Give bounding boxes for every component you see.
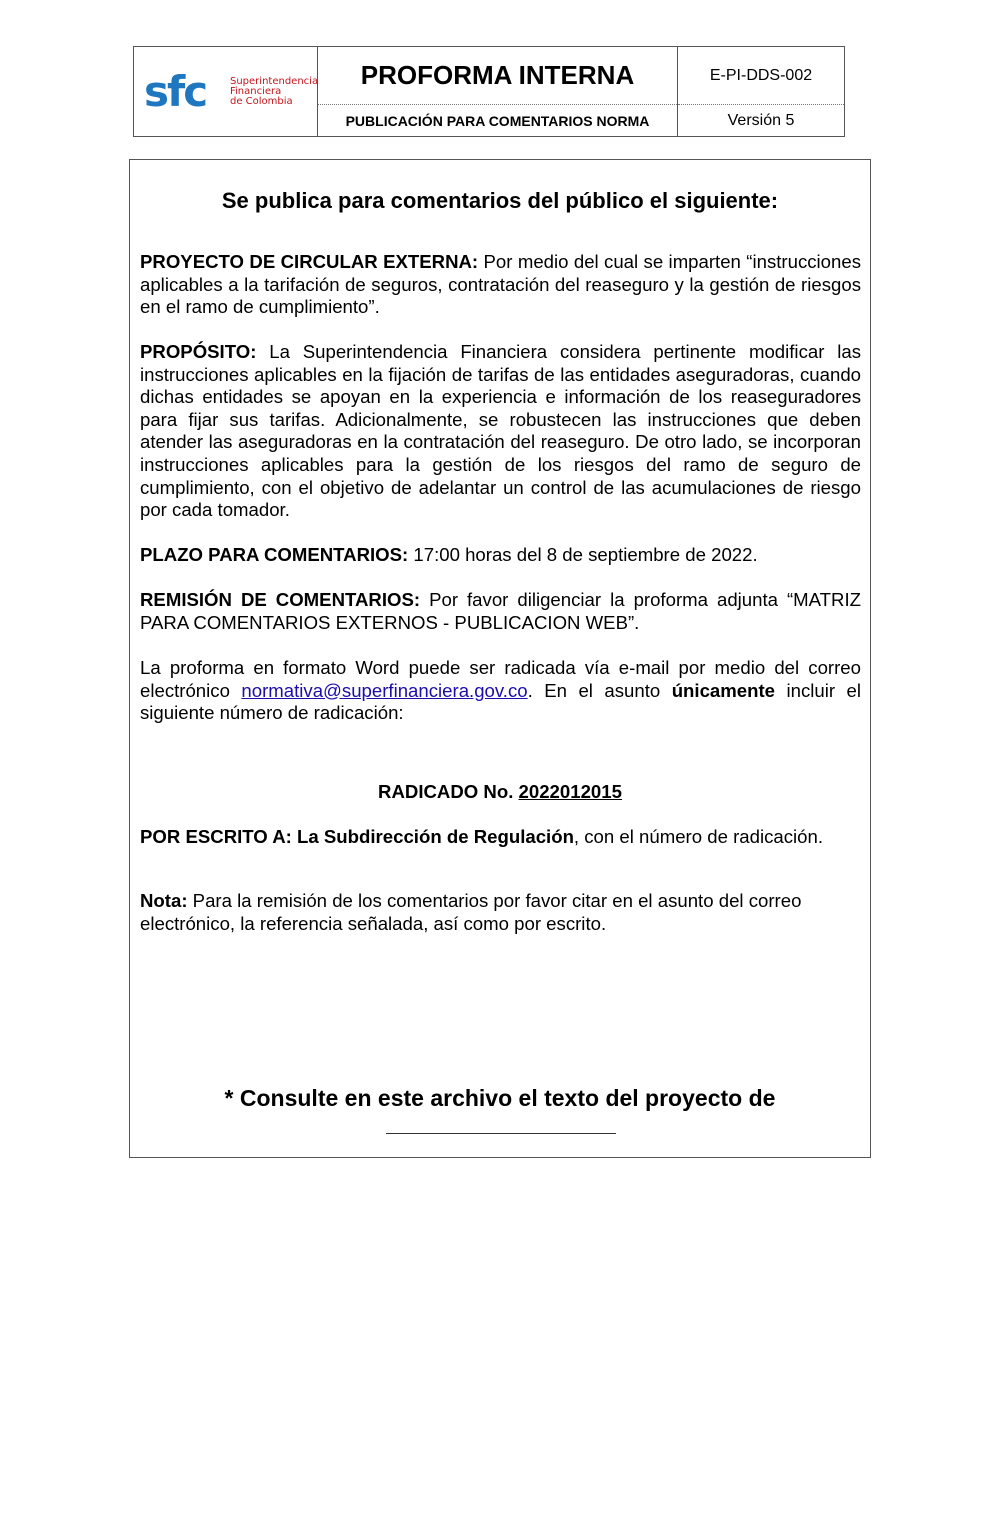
plazo-paragraph (140, 544, 861, 567)
document-title: PROFORMA INTERNA (318, 47, 677, 105)
plazo-label: PLAZO PARA COMENTARIOS: (140, 544, 409, 565)
footer-rule (386, 1133, 616, 1134)
document-code: E-PI-DDS-002 (678, 47, 844, 105)
word-text-1: La proforma en formato Word puede ser radicada vía e-mail por medio del correo electrónico (140, 657, 861, 701)
sfc-letters: sfc (144, 69, 207, 114)
radicado-line (130, 781, 870, 803)
logo-cell (134, 47, 318, 136)
plazo-text: 17:00 horas del 8 de septiembre de 2022. (408, 544, 758, 565)
remision-paragraph (140, 589, 861, 634)
document-header (133, 46, 845, 137)
proyecto-paragraph (140, 251, 861, 319)
proposito-label: PROPÓSITO: (140, 341, 257, 362)
proposito-paragraph (140, 341, 861, 522)
word-paragraph (140, 657, 861, 725)
word-text-2: . En el asunto (527, 679, 672, 701)
document-subtitle: PUBLICACIÓN PARA COMENTARIOS NORMA (345, 112, 650, 129)
logo-line-3: de Colombia (230, 95, 293, 107)
main-content-box (129, 159, 871, 1158)
remision-text: Por favor diligenciar la proforma adjunta “MATRIZ PARA COMENTARIOS EXTERNOS - PUBLICACION WEB”. (140, 589, 861, 633)
radicado-label: RADICADO No. (378, 781, 519, 802)
logo-text (230, 77, 318, 107)
radicado-number: 2022012015 (518, 781, 622, 802)
nota-label: Nota: (140, 890, 188, 911)
code-cell (678, 47, 844, 136)
escrito-text: , con el número de radicación. (573, 826, 824, 847)
proyecto-text: Por medio del cual se imparten “instrucciones aplicables a la tarifación de seguros, contratación del reaseguro y la gestión de riesgos en el ramo de cumplimiento”. (140, 251, 861, 318)
proyecto-label: PROYECTO DE CIRCULAR EXTERNA: (140, 251, 479, 272)
email-link[interactable]: normativa@superfinanciera.gov.co (241, 679, 528, 701)
logo-line-1: Superintendencia (230, 75, 319, 87)
footer-title: * Consulte en este archivo el texto del proyecto de (224, 1085, 776, 1111)
remision-label: REMISIÓN DE COMENTARIOS: (140, 589, 421, 610)
sfc-logo (144, 70, 318, 114)
title-cell (318, 47, 678, 136)
logo-line-2: Financiera (230, 85, 282, 97)
main-title: Se publica para comentarios del público el siguiente: (221, 188, 779, 213)
word-bold: únicamente (671, 679, 776, 701)
nota-text: Para la remisión de los comentarios por favor citar en el asunto del correo electrónico, la referencia señalada, así como por escrito. (140, 890, 802, 934)
sfc-logo-mark (144, 70, 228, 114)
nota-paragraph (140, 890, 861, 935)
word-text-3: incluir el siguiente número de radicación: (140, 679, 861, 724)
escrito-paragraph (140, 826, 861, 849)
proposito-text: La Superintendencia Financiera considera pertinente modificar las instrucciones aplicables en la fijación de tarifas de las entidades aseguradoras, cuando dichas entidades se apoyan en la experiencia e información de los reaseguradores para fijar sus tarifas. Adicionalmente, se robustecen las instrucciones que deben atender las aseguradoras en la contratación del reaseguro. De otro lado, se incorporan instrucciones aplicables para la gestión de los riesgos del ramo de seguro de cumplimiento, con el objetivo de adelantar un control de las acumulaciones de riesgo por cada tomador. (140, 341, 861, 521)
document-version: Versión 5 (727, 111, 795, 129)
escrito-label: POR ESCRITO A: La Subdirección de Regulación (140, 826, 574, 847)
